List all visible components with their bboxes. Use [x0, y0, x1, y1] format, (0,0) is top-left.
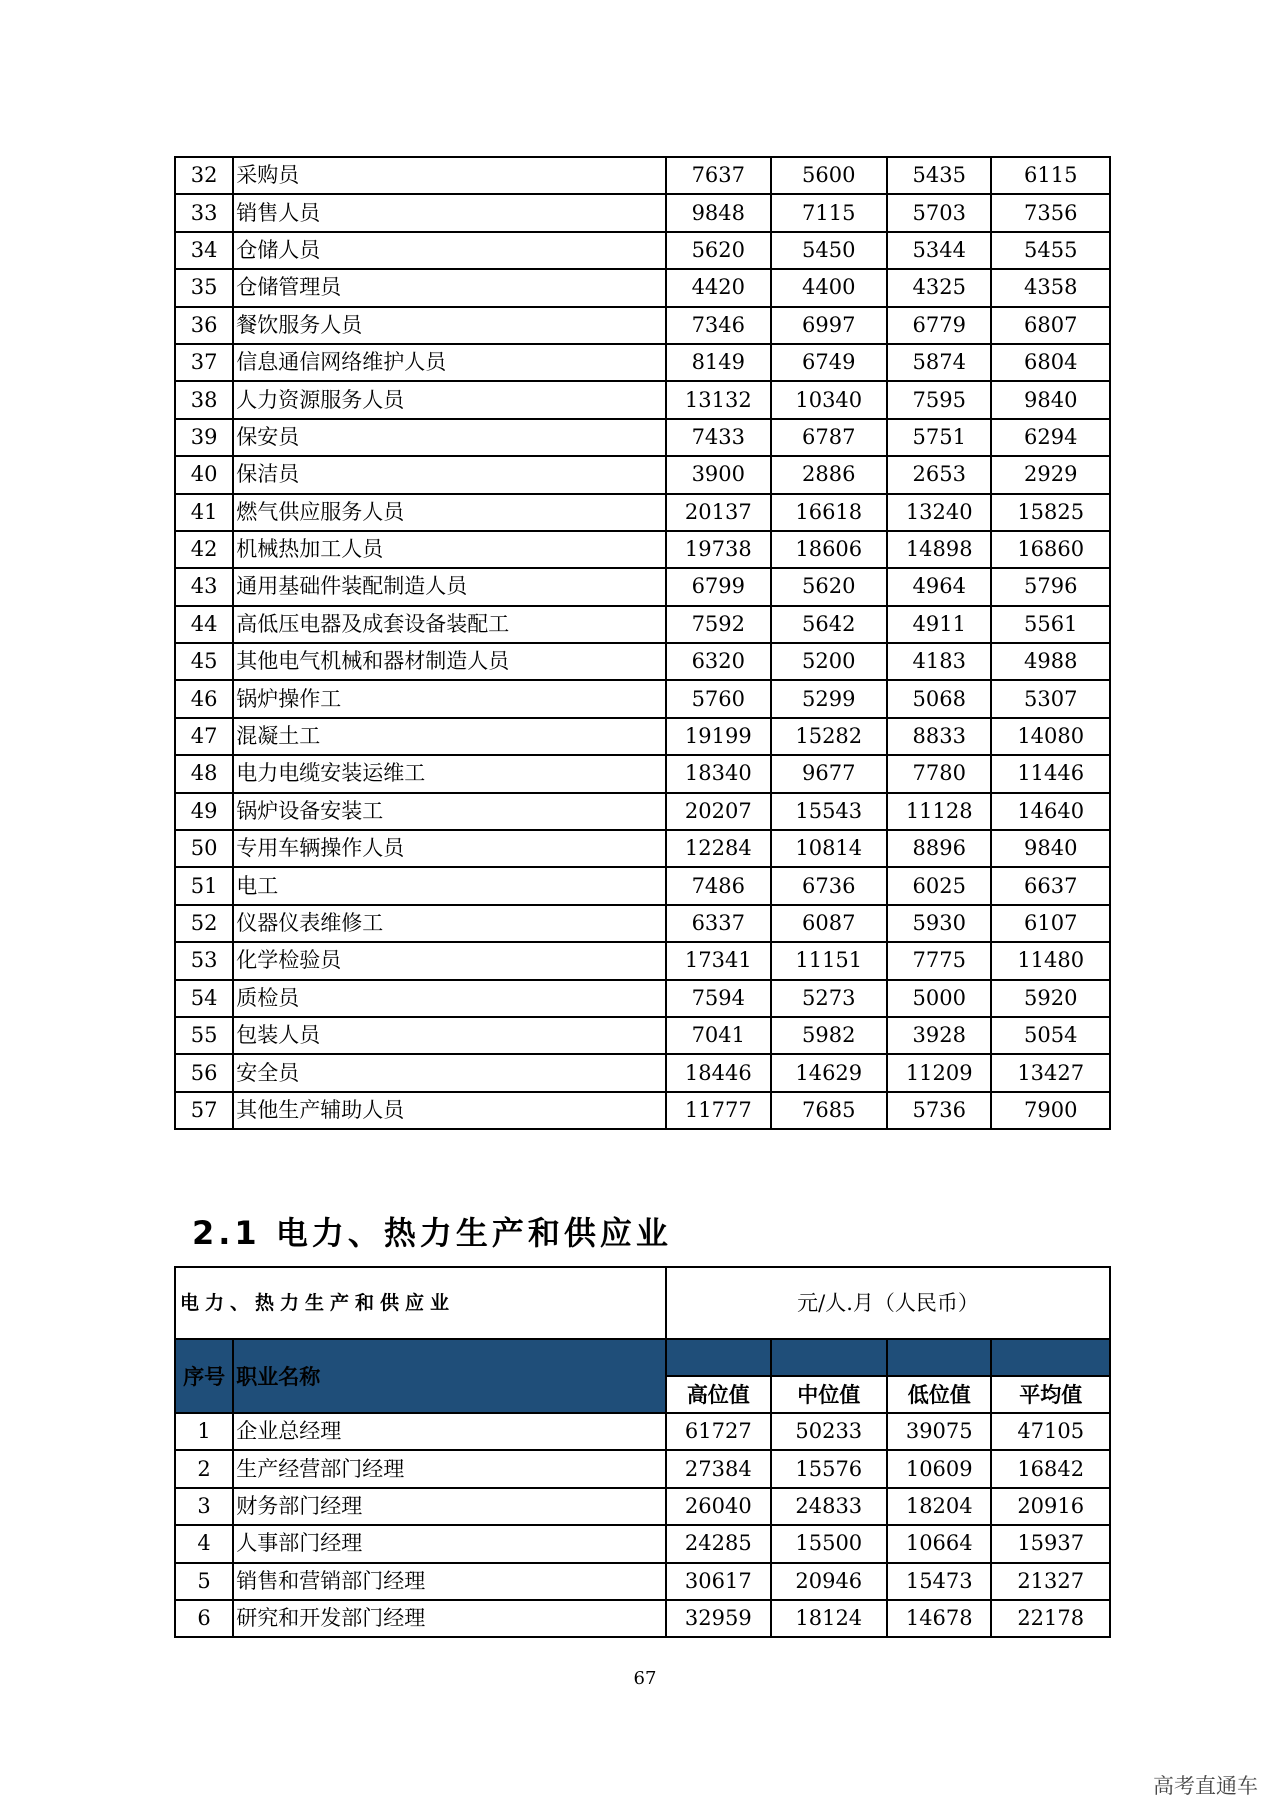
- table-row: [175, 1525, 1110, 1562]
- row-number: 51: [175, 867, 233, 904]
- value-high: 7592: [666, 606, 770, 643]
- row-number: 6: [175, 1600, 233, 1637]
- value-low: 4325: [887, 269, 991, 306]
- value-high: 7041: [666, 1017, 770, 1054]
- value-low: 14898: [887, 531, 991, 568]
- occupation-name: 采购员: [233, 157, 666, 194]
- value-low: 13240: [887, 494, 991, 531]
- value-low: 7780: [887, 755, 991, 792]
- table-row: [175, 1413, 1110, 1450]
- value-high: 27384: [666, 1450, 770, 1487]
- header-name: 职业名称: [233, 1339, 666, 1413]
- table-row: [175, 1450, 1110, 1487]
- value-mid: 4400: [771, 269, 887, 306]
- header-mid: 中位值: [771, 1376, 887, 1413]
- value-mid: 5600: [771, 157, 887, 194]
- table-row: [175, 1054, 1110, 1091]
- row-number: 46: [175, 680, 233, 717]
- row-number: 37: [175, 344, 233, 381]
- row-number: 35: [175, 269, 233, 306]
- table-row: [175, 568, 1110, 605]
- value-avg: 7356: [991, 194, 1110, 231]
- value-high: 12284: [666, 830, 770, 867]
- watermark: 高考直通车: [1153, 1774, 1258, 1798]
- occupation-name: 通用基础件装配制造人员: [233, 568, 666, 605]
- row-number: 34: [175, 232, 233, 269]
- value-low: 7595: [887, 381, 991, 418]
- value-avg: 9840: [991, 381, 1110, 418]
- table-row: [175, 419, 1110, 456]
- occupation-name: 餐饮服务人员: [233, 307, 666, 344]
- value-high: 4420: [666, 269, 770, 306]
- value-high: 7346: [666, 307, 770, 344]
- table-row: [175, 1563, 1110, 1600]
- value-high: 6320: [666, 643, 770, 680]
- row-number: 55: [175, 1017, 233, 1054]
- table-row: [175, 381, 1110, 418]
- value-mid: 5620: [771, 568, 887, 605]
- table-row: [175, 232, 1110, 269]
- value-mid: 6997: [771, 307, 887, 344]
- value-avg: 14080: [991, 718, 1110, 755]
- occupation-name: 保洁员: [233, 456, 666, 493]
- header-high: 高位值: [666, 1376, 770, 1413]
- occupation-name: 锅炉操作工: [233, 680, 666, 717]
- value-mid: 10814: [771, 830, 887, 867]
- value-high: 5620: [666, 232, 770, 269]
- header-band: [887, 1339, 991, 1376]
- value-high: 19199: [666, 718, 770, 755]
- table-row: [175, 680, 1110, 717]
- value-avg: 11480: [991, 942, 1110, 979]
- occupation-name: 包装人员: [233, 1017, 666, 1054]
- value-avg: 21327: [991, 1563, 1110, 1600]
- value-low: 5874: [887, 344, 991, 381]
- value-high: 6799: [666, 568, 770, 605]
- occupation-name: 仪器仪表维修工: [233, 905, 666, 942]
- table-row: [175, 531, 1110, 568]
- table-row: [175, 606, 1110, 643]
- value-high: 9848: [666, 194, 770, 231]
- value-mid: 15576: [771, 1450, 887, 1487]
- header-band: [991, 1339, 1110, 1376]
- value-high: 30617: [666, 1563, 770, 1600]
- row-number: 52: [175, 905, 233, 942]
- value-mid: 18124: [771, 1600, 887, 1637]
- occupation-name: 企业总经理: [233, 1413, 666, 1450]
- value-high: 20207: [666, 793, 770, 830]
- value-mid: 16618: [771, 494, 887, 531]
- row-number: 3: [175, 1488, 233, 1525]
- value-avg: 5054: [991, 1017, 1110, 1054]
- value-mid: 6087: [771, 905, 887, 942]
- value-low: 18204: [887, 1488, 991, 1525]
- value-mid: 15500: [771, 1525, 887, 1562]
- occupation-name: 仓储人员: [233, 232, 666, 269]
- value-high: 7594: [666, 980, 770, 1017]
- header-band: [666, 1339, 770, 1376]
- value-low: 5435: [887, 157, 991, 194]
- row-number: 32: [175, 157, 233, 194]
- value-low: 5344: [887, 232, 991, 269]
- row-number: 38: [175, 381, 233, 418]
- value-avg: 4988: [991, 643, 1110, 680]
- value-avg: 13427: [991, 1054, 1110, 1091]
- value-avg: 6804: [991, 344, 1110, 381]
- value-mid: 7685: [771, 1092, 887, 1129]
- row-number: 49: [175, 793, 233, 830]
- value-mid: 7115: [771, 194, 887, 231]
- occupation-name: 保安员: [233, 419, 666, 456]
- table-row: [175, 867, 1110, 904]
- value-mid: 5200: [771, 643, 887, 680]
- value-low: 5000: [887, 980, 991, 1017]
- value-avg: 15937: [991, 1525, 1110, 1562]
- salary-table-continued: [174, 156, 1111, 1130]
- value-avg: 5307: [991, 680, 1110, 717]
- table-row: [175, 980, 1110, 1017]
- table-row: [175, 307, 1110, 344]
- row-number: 40: [175, 456, 233, 493]
- value-avg: 16860: [991, 531, 1110, 568]
- value-mid: 18606: [771, 531, 887, 568]
- value-low: 7775: [887, 942, 991, 979]
- row-number: 54: [175, 980, 233, 1017]
- occupation-name: 高低压电器及成套设备装配工: [233, 606, 666, 643]
- value-low: 6025: [887, 867, 991, 904]
- occupation-name: 销售和营销部门经理: [233, 1563, 666, 1600]
- industry-label: 电力、热力生产和供应业: [175, 1267, 666, 1339]
- value-mid: 5982: [771, 1017, 887, 1054]
- value-mid: 2886: [771, 456, 887, 493]
- row-number: 44: [175, 606, 233, 643]
- occupation-name: 信息通信网络维护人员: [233, 344, 666, 381]
- table-row: [175, 269, 1110, 306]
- occupation-name: 其他生产辅助人员: [233, 1092, 666, 1129]
- row-number: 5: [175, 1563, 233, 1600]
- value-avg: 4358: [991, 269, 1110, 306]
- table-row: [175, 194, 1110, 231]
- value-avg: 6107: [991, 905, 1110, 942]
- value-mid: 6749: [771, 344, 887, 381]
- value-avg: 11446: [991, 755, 1110, 792]
- value-mid: 5450: [771, 232, 887, 269]
- value-low: 5703: [887, 194, 991, 231]
- value-avg: 16842: [991, 1450, 1110, 1487]
- section-title: 2.1 电力、热力生产和供应业: [192, 1214, 672, 1252]
- table-row: [175, 1017, 1110, 1054]
- value-low: 4964: [887, 568, 991, 605]
- value-high: 24285: [666, 1525, 770, 1562]
- value-mid: 50233: [771, 1413, 887, 1450]
- value-avg: 5455: [991, 232, 1110, 269]
- value-avg: 14640: [991, 793, 1110, 830]
- value-high: 3900: [666, 456, 770, 493]
- table-row: [175, 344, 1110, 381]
- value-low: 39075: [887, 1413, 991, 1450]
- value-avg: 6294: [991, 419, 1110, 456]
- table-row: [175, 1600, 1110, 1637]
- value-high: 7486: [666, 867, 770, 904]
- value-avg: 6637: [991, 867, 1110, 904]
- header-band: [771, 1339, 887, 1376]
- row-number: 50: [175, 830, 233, 867]
- occupation-name: 财务部门经理: [233, 1488, 666, 1525]
- value-high: 7433: [666, 419, 770, 456]
- table-row: [175, 157, 1110, 194]
- row-number: 43: [175, 568, 233, 605]
- value-mid: 5642: [771, 606, 887, 643]
- value-low: 5930: [887, 905, 991, 942]
- occupation-name: 仓储管理员: [233, 269, 666, 306]
- value-low: 4911: [887, 606, 991, 643]
- value-low: 3928: [887, 1017, 991, 1054]
- value-high: 61727: [666, 1413, 770, 1450]
- occupation-name: 锅炉设备安装工: [233, 793, 666, 830]
- row-number: 48: [175, 755, 233, 792]
- table-row: [175, 494, 1110, 531]
- occupation-name: 机械热加工人员: [233, 531, 666, 568]
- value-high: 20137: [666, 494, 770, 531]
- value-avg: 6807: [991, 307, 1110, 344]
- row-number: 36: [175, 307, 233, 344]
- value-low: 15473: [887, 1563, 991, 1600]
- table-row: [175, 793, 1110, 830]
- occupation-name: 化学检验员: [233, 942, 666, 979]
- value-mid: 24833: [771, 1488, 887, 1525]
- page-number: 67: [633, 1668, 657, 1689]
- occupation-name: 混凝土工: [233, 718, 666, 755]
- value-low: 6779: [887, 307, 991, 344]
- value-mid: 15282: [771, 718, 887, 755]
- occupation-name: 专用车辆操作人员: [233, 830, 666, 867]
- value-low: 5068: [887, 680, 991, 717]
- value-avg: 2929: [991, 456, 1110, 493]
- row-number: 56: [175, 1054, 233, 1091]
- value-mid: 20946: [771, 1563, 887, 1600]
- value-low: 10609: [887, 1450, 991, 1487]
- header-avg: 平均值: [991, 1376, 1110, 1413]
- value-low: 11128: [887, 793, 991, 830]
- occupation-name: 研究和开发部门经理: [233, 1600, 666, 1637]
- table-row: [175, 718, 1110, 755]
- row-number: 47: [175, 718, 233, 755]
- row-number: 53: [175, 942, 233, 979]
- value-high: 18340: [666, 755, 770, 792]
- table-row: [175, 755, 1110, 792]
- header-low: 低位值: [887, 1376, 991, 1413]
- value-low: 4183: [887, 643, 991, 680]
- occupation-name: 安全员: [233, 1054, 666, 1091]
- row-number: 2: [175, 1450, 233, 1487]
- value-mid: 15543: [771, 793, 887, 830]
- value-avg: 9840: [991, 830, 1110, 867]
- occupation-name: 其他电气机械和器材制造人员: [233, 643, 666, 680]
- row-number: 42: [175, 531, 233, 568]
- value-high: 11777: [666, 1092, 770, 1129]
- row-number: 4: [175, 1525, 233, 1562]
- header-seq: 序号: [175, 1339, 233, 1413]
- value-high: 26040: [666, 1488, 770, 1525]
- occupation-name: 人力资源服务人员: [233, 381, 666, 418]
- value-high: 6337: [666, 905, 770, 942]
- value-mid: 9677: [771, 755, 887, 792]
- table-row: [175, 643, 1110, 680]
- table-row: [175, 942, 1110, 979]
- value-mid: 10340: [771, 381, 887, 418]
- value-high: 32959: [666, 1600, 770, 1637]
- value-mid: 11151: [771, 942, 887, 979]
- table-row: [175, 1488, 1110, 1525]
- row-number: 1: [175, 1413, 233, 1450]
- value-high: 19738: [666, 531, 770, 568]
- row-number: 45: [175, 643, 233, 680]
- value-avg: 5920: [991, 980, 1110, 1017]
- occupation-name: 电工: [233, 867, 666, 904]
- value-mid: 5273: [771, 980, 887, 1017]
- unit-label: 元/人.月（人民币）: [666, 1267, 1110, 1339]
- occupation-name: 人事部门经理: [233, 1525, 666, 1562]
- row-number: 39: [175, 419, 233, 456]
- occupation-name: 燃气供应服务人员: [233, 494, 666, 531]
- value-avg: 20916: [991, 1488, 1110, 1525]
- value-low: 8833: [887, 718, 991, 755]
- value-avg: 47105: [991, 1413, 1110, 1450]
- table-row: [175, 1092, 1110, 1129]
- value-low: 2653: [887, 456, 991, 493]
- occupation-name: 生产经营部门经理: [233, 1450, 666, 1487]
- value-avg: 7900: [991, 1092, 1110, 1129]
- value-mid: 6787: [771, 419, 887, 456]
- table-row: [175, 830, 1110, 867]
- value-avg: 15825: [991, 494, 1110, 531]
- value-high: 17341: [666, 942, 770, 979]
- value-low: 14678: [887, 1600, 991, 1637]
- occupation-name: 质检员: [233, 980, 666, 1017]
- occupation-name: 电力电缆安装运维工: [233, 755, 666, 792]
- value-low: 5751: [887, 419, 991, 456]
- value-high: 8149: [666, 344, 770, 381]
- value-high: 7637: [666, 157, 770, 194]
- value-avg: 5796: [991, 568, 1110, 605]
- value-low: 10664: [887, 1525, 991, 1562]
- occupation-name: 销售人员: [233, 194, 666, 231]
- table-row: [175, 905, 1110, 942]
- value-mid: 14629: [771, 1054, 887, 1091]
- row-number: 33: [175, 194, 233, 231]
- table-row: [175, 456, 1110, 493]
- industry-salary-table: [174, 1266, 1111, 1638]
- value-avg: 5561: [991, 606, 1110, 643]
- value-high: 18446: [666, 1054, 770, 1091]
- value-high: 5760: [666, 680, 770, 717]
- value-mid: 6736: [771, 867, 887, 904]
- value-avg: 6115: [991, 157, 1110, 194]
- value-mid: 5299: [771, 680, 887, 717]
- row-number: 57: [175, 1092, 233, 1129]
- value-high: 13132: [666, 381, 770, 418]
- value-low: 8896: [887, 830, 991, 867]
- value-low: 11209: [887, 1054, 991, 1091]
- value-low: 5736: [887, 1092, 991, 1129]
- value-avg: 22178: [991, 1600, 1110, 1637]
- row-number: 41: [175, 494, 233, 531]
